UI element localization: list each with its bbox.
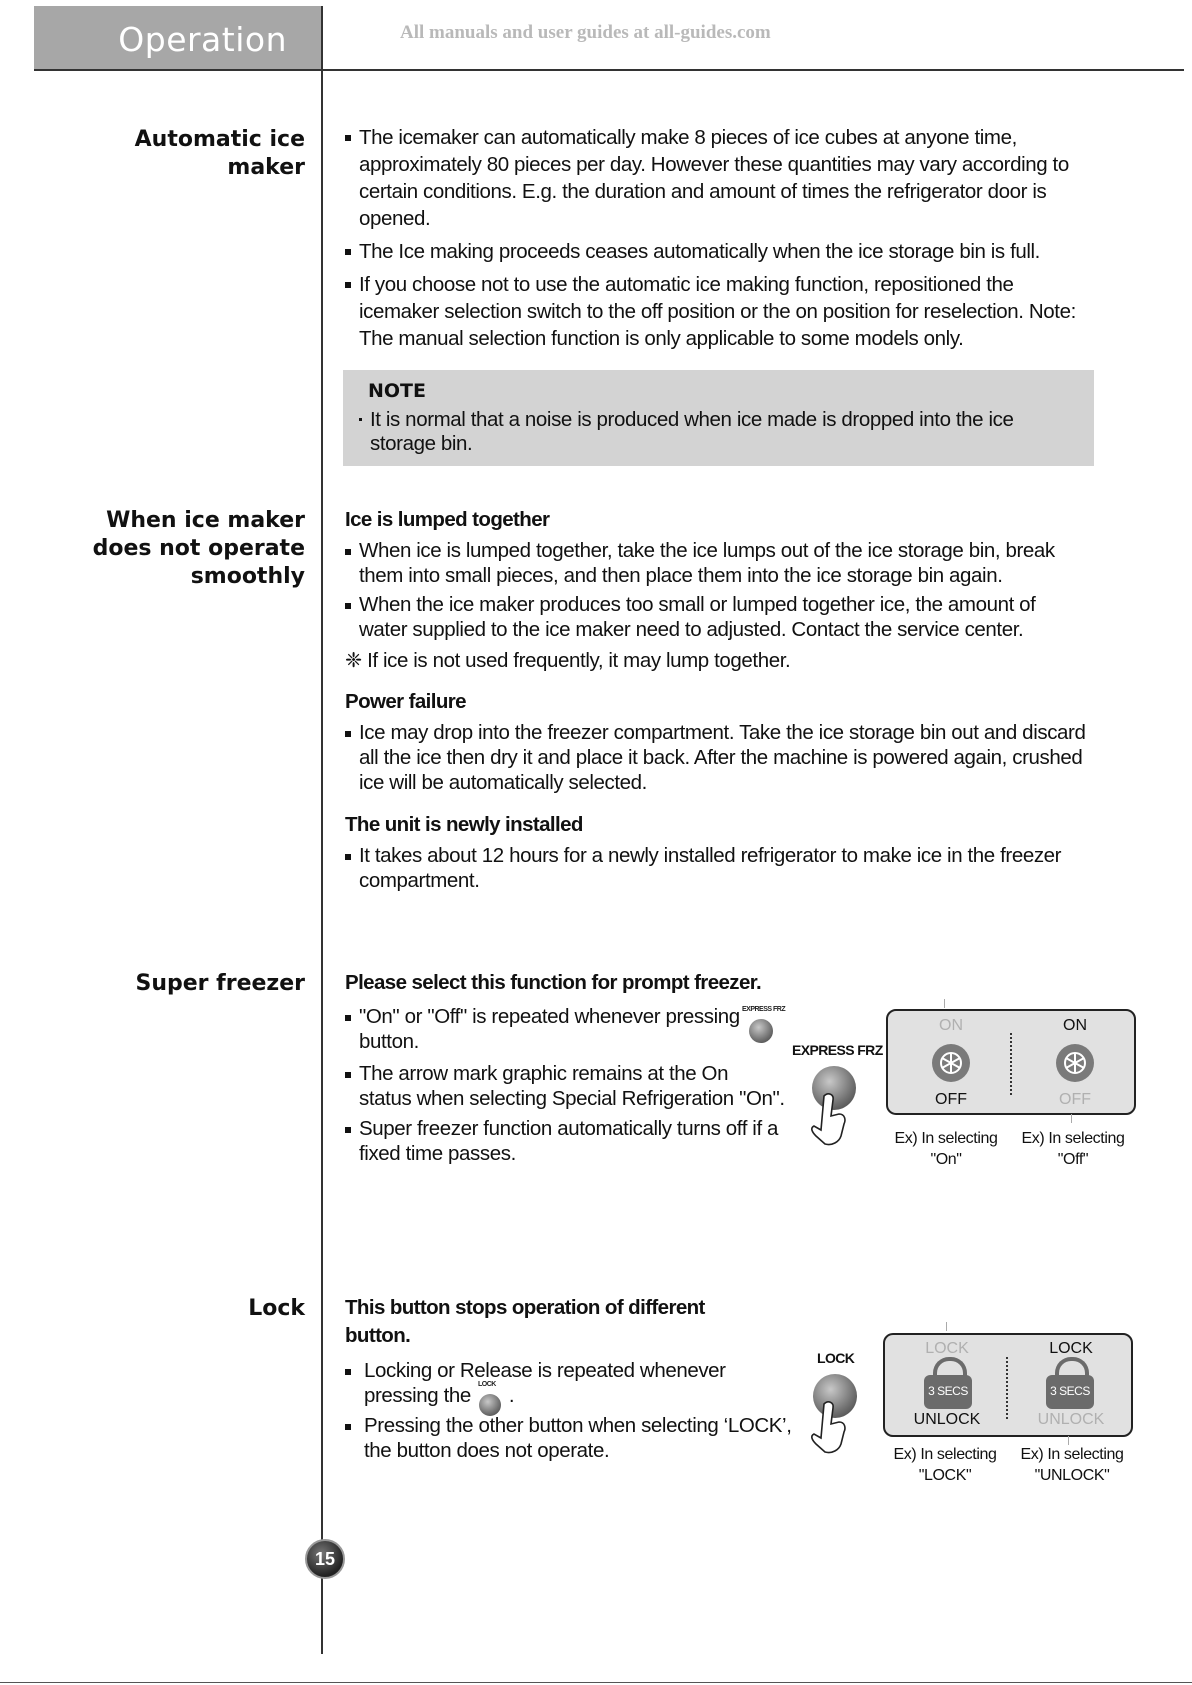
text-line: . bbox=[508, 1384, 515, 1407]
pressing-hand-icon bbox=[808, 1090, 854, 1148]
list-item bbox=[345, 1004, 785, 1054]
heading-line: button. bbox=[345, 1324, 411, 1347]
text-line: "On" or "Off" is repeated whenever pressing bbox=[359, 1005, 740, 1028]
indicator-ray bbox=[946, 1322, 947, 1331]
side-heading-lock: Lock bbox=[248, 1296, 305, 1321]
caption-off bbox=[1013, 1128, 1133, 1170]
list-item-text bbox=[364, 1358, 805, 1408]
caption-on bbox=[886, 1128, 1006, 1170]
bullet-marker bbox=[345, 1369, 351, 1375]
header-rule bbox=[34, 69, 1184, 71]
side-heading-ice-maker-trouble bbox=[93, 507, 305, 591]
side-heading-line: smoothly bbox=[190, 564, 305, 589]
inline-button-label: LOCK bbox=[478, 1381, 496, 1388]
text-line: Super freezer function automatically turns off if a bbox=[359, 1117, 779, 1140]
list-item bbox=[345, 843, 1075, 893]
padlock-shackle bbox=[1055, 1357, 1089, 1385]
caption-unlock bbox=[1010, 1444, 1134, 1486]
text-line: status when selecting Special Refrigeration "On". bbox=[359, 1087, 785, 1110]
note-text: It is normal that a noise is produced when ice made is dropped into the ice storage bin. bbox=[370, 408, 1014, 455]
text-line: fixed time passes. bbox=[359, 1142, 516, 1165]
caption-line: Ex) In selecting bbox=[1020, 1446, 1124, 1463]
text-line: Pressing the other button when selecting ‘LOCK’, bbox=[364, 1414, 792, 1437]
text-line: The arrow mark graphic remains at the On bbox=[359, 1062, 729, 1085]
side-heading-line: When ice maker bbox=[106, 508, 305, 533]
caption-line: "UNLOCK" bbox=[1034, 1467, 1110, 1484]
list-item-text: The icemaker can automatically make 8 pieces of ice cubes at anyone time, approximately 80 pieces per day. However these quantities may vary according to certain conditions. E.g. the duration and amount of times the refrigerator door is opened. bbox=[359, 126, 1069, 230]
caption-lock bbox=[883, 1444, 1007, 1486]
subheading-newly-installed: The unit is newly installed bbox=[345, 813, 583, 836]
list-item-text bbox=[359, 1004, 785, 1054]
indicator-ray bbox=[1071, 1114, 1072, 1123]
padlock-shackle bbox=[933, 1357, 967, 1385]
column-divider bbox=[321, 6, 323, 1654]
bullet-marker bbox=[345, 282, 351, 288]
super-freezer-display bbox=[886, 1009, 1136, 1115]
list-item-text: When the ice maker produces too small or lumped together ice, the amount of water supplied to the ice maker need to adjusted. Contact the service center. bbox=[359, 593, 1036, 641]
caption-line: "LOCK" bbox=[918, 1467, 972, 1484]
list-item-text bbox=[364, 1413, 805, 1463]
list-item-text: It takes about 12 hours for a newly installed refrigerator to make ice in the freezer compartment. bbox=[359, 844, 1062, 892]
note-title: NOTE bbox=[368, 380, 426, 402]
indicator-ray bbox=[944, 999, 945, 1008]
footer-rule bbox=[0, 1682, 1192, 1683]
panel-divider bbox=[1010, 1033, 1012, 1095]
lock-label: LOCK bbox=[1049, 1340, 1093, 1357]
three-secs-label: 3 SECS bbox=[1050, 1384, 1090, 1398]
bullet-marker bbox=[345, 603, 351, 609]
panel-divider bbox=[1006, 1357, 1008, 1419]
subheading-power-failure: Power failure bbox=[345, 690, 466, 713]
subheading-lock bbox=[345, 1294, 705, 1350]
list-item-text: Ice may drop into the freezer compartment. Take the ice storage bin out and discard all the ice then dry it and place it back. After the machine is powered again, crushed ice will be automatically selected. bbox=[359, 721, 1086, 794]
inline-button-label: EXPRESS FRZ bbox=[742, 1006, 786, 1013]
list-item-text bbox=[359, 1116, 785, 1166]
side-heading-super-freezer: Super freezer bbox=[135, 971, 305, 996]
text-line: button. bbox=[359, 1030, 419, 1053]
list-item bbox=[345, 271, 1095, 352]
list-item bbox=[345, 538, 1075, 588]
caption-line: Ex) In selecting bbox=[893, 1446, 997, 1463]
list-item-text: If you choose not to use the automatic ice making function, repositioned the icemaker selection switch to the off position or the on position for reselection. Note: The manual selection function is only applicable to some models only. bbox=[359, 273, 1076, 350]
reference-note bbox=[345, 647, 790, 674]
bullet-marker bbox=[345, 731, 351, 737]
bullet-marker bbox=[345, 135, 351, 141]
list-item bbox=[345, 592, 1075, 642]
unlock-label: UNLOCK bbox=[913, 1411, 981, 1428]
reference-mark: ❈ bbox=[345, 649, 362, 672]
list-item bbox=[345, 1061, 785, 1111]
list-item bbox=[345, 238, 1095, 265]
heading-line: This button stops operation of different bbox=[345, 1296, 705, 1319]
snowflake-icon bbox=[929, 1041, 973, 1085]
side-heading-line: maker bbox=[227, 155, 305, 180]
subheading-super-freezer: Please select this function for prompt freezer. bbox=[345, 971, 762, 994]
list-item bbox=[345, 720, 1095, 795]
unlock-label-dim: UNLOCK bbox=[1037, 1411, 1105, 1428]
side-heading-automatic-ice-maker bbox=[135, 126, 305, 182]
section-title: Operation bbox=[118, 20, 287, 59]
text-line: pressing the bbox=[364, 1384, 471, 1407]
lock-display bbox=[883, 1333, 1133, 1437]
reference-note-text: If ice is not used frequently, it may lump together. bbox=[367, 649, 791, 672]
page-number-badge: 15 bbox=[305, 1539, 345, 1579]
list-item bbox=[345, 1413, 805, 1463]
off-label-dim: OFF bbox=[1059, 1091, 1091, 1108]
list-item-text: When ice is lumped together, take the ice lumps out of the ice storage bin, break them into small pieces, and then place them into the ice storage bin again. bbox=[359, 539, 1055, 587]
padlock-icon bbox=[1046, 1375, 1094, 1409]
side-heading-line: Automatic ice bbox=[134, 127, 305, 152]
caption-line: Ex) In selecting bbox=[1021, 1130, 1125, 1147]
list-item-text: The Ice making proceeds ceases automatically when the ice storage bin is full. bbox=[359, 240, 1040, 263]
on-label-dim: ON bbox=[939, 1017, 963, 1034]
text-line: Locking or Release is repeated whenever bbox=[364, 1359, 726, 1382]
watermark: All manuals and user guides at all-guides.com bbox=[400, 22, 771, 43]
bullet-marker bbox=[345, 1015, 351, 1021]
lock-label-dim: LOCK bbox=[925, 1340, 969, 1357]
caption-line: "On" bbox=[930, 1151, 962, 1168]
subheading-ice-lumped: Ice is lumped together bbox=[345, 508, 550, 531]
bullet-marker bbox=[345, 249, 351, 255]
bullet-marker bbox=[345, 1127, 351, 1133]
list-item bbox=[345, 124, 1095, 232]
three-secs-label: 3 SECS bbox=[928, 1384, 968, 1398]
list-item bbox=[345, 1116, 785, 1166]
off-label: OFF bbox=[935, 1091, 967, 1108]
side-heading-line: does not operate bbox=[92, 536, 305, 561]
text-line: the button does not operate. bbox=[364, 1439, 610, 1462]
bullet-marker bbox=[345, 854, 351, 860]
caption-line: "Off" bbox=[1057, 1151, 1089, 1168]
list-item bbox=[345, 1358, 805, 1408]
caption-line: Ex) In selecting bbox=[894, 1130, 998, 1147]
bullet-marker bbox=[345, 1424, 351, 1430]
list-item-text bbox=[359, 1061, 785, 1111]
snowflake-icon bbox=[1053, 1041, 1097, 1085]
express-frz-button-icon bbox=[749, 1019, 773, 1043]
express-frz-label: EXPRESS FRZ bbox=[792, 1042, 883, 1058]
pressing-hand-icon bbox=[808, 1398, 854, 1456]
on-label: ON bbox=[1063, 1017, 1087, 1034]
bullet-marker bbox=[345, 549, 351, 555]
padlock-icon bbox=[924, 1375, 972, 1409]
lock-button-label: LOCK bbox=[817, 1350, 855, 1366]
bullet-marker bbox=[345, 1072, 351, 1078]
